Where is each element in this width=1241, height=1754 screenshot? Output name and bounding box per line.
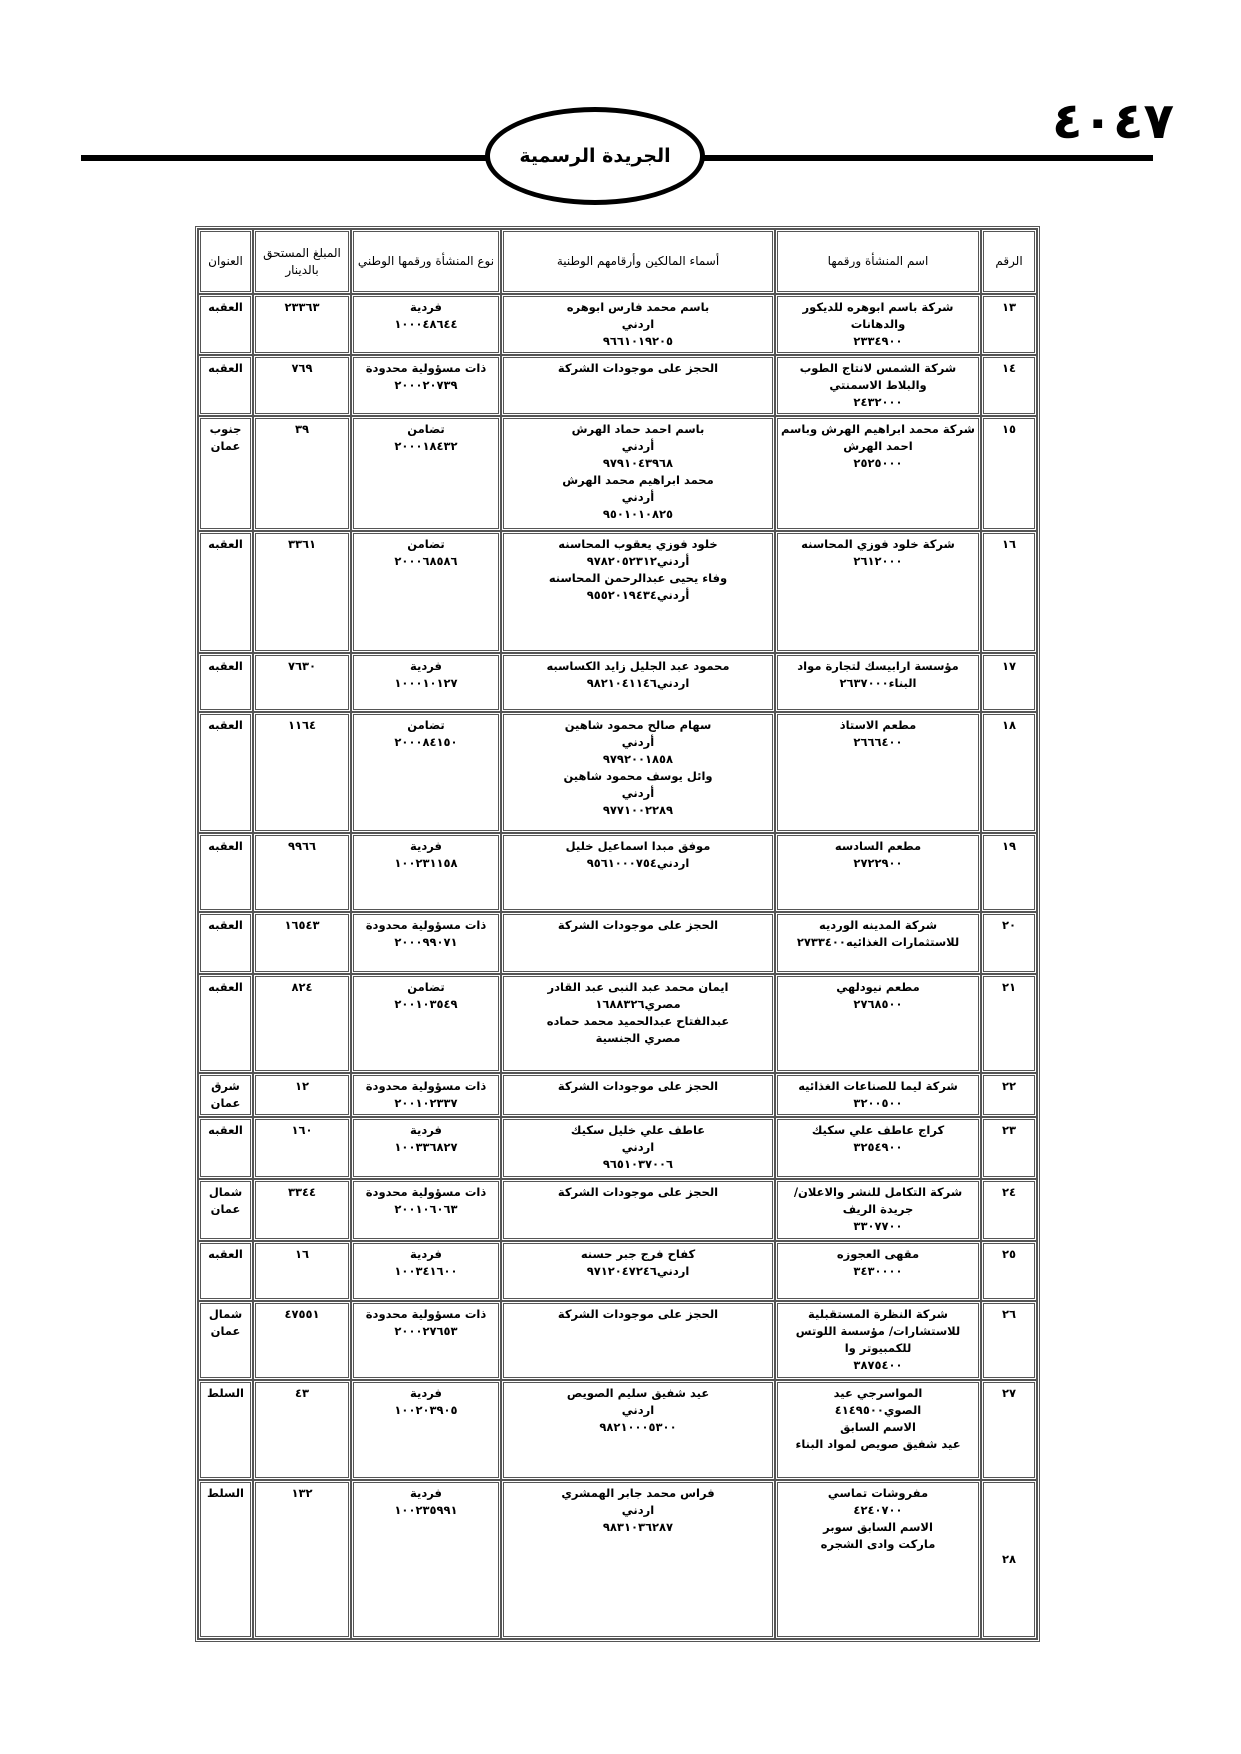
establishment-name-line: مطعم السادسه	[834, 839, 922, 853]
establishment-name-cell	[775, 1117, 981, 1179]
address-line: شمال عمان	[208, 1307, 243, 1338]
amount-due-cell	[253, 712, 351, 833]
owners-cell	[501, 912, 775, 974]
owners-line: مصري١٦٨٨٣٢٦	[595, 997, 681, 1011]
owners-line: ٩٦٥١٠٣٧٠٠٦	[602, 1157, 674, 1171]
owners-line: الحجز على موجودات الشركة	[557, 1307, 719, 1321]
owners-line: سهام صالح محمود شاهين	[564, 718, 712, 732]
row-number-cell	[981, 531, 1037, 653]
establishment-name-line: كراج عاطف علي سكيك	[811, 1123, 945, 1137]
owners-cell	[501, 712, 775, 833]
owners-line: اردني	[621, 1503, 655, 1517]
amount-due-cell	[253, 355, 351, 416]
establishment-type-line: ٢٠٠٠٢٧٦٥٣	[394, 1324, 458, 1338]
establishment-name-cell	[775, 531, 981, 653]
establishment-name-line: والدهانات	[850, 317, 906, 331]
owners-line: ٩٥٠١٠١٠٨٢٥	[602, 507, 674, 521]
row-number-cell	[981, 294, 1037, 355]
establishment-type-line: ذات مسؤولية محدودة	[365, 1307, 487, 1321]
col-number: الرقم	[981, 229, 1037, 294]
establishment-name-line: ٢٦٦٦٤٠٠	[853, 735, 903, 749]
establishment-type-line: فردية	[410, 1386, 442, 1400]
owners-cell	[501, 1179, 775, 1241]
amount-due: ٨٢٤	[291, 980, 313, 994]
establishment-name-cell	[775, 974, 981, 1073]
establishment-type-line: تضامن	[407, 718, 445, 732]
address-cell	[198, 1117, 253, 1179]
amount-due: ٣٣٦١	[287, 537, 317, 551]
owners-line: ٩٧٩٢٠٠١٨٥٨	[602, 752, 674, 766]
establishment-name-line: شركة باسم ابوهره للديكور	[802, 300, 954, 314]
row-number-cell	[981, 712, 1037, 833]
owners-line: اردني	[621, 317, 655, 331]
owners-line: باسم احمد حماد الهرش	[571, 422, 705, 436]
address-cell	[198, 833, 253, 912]
establishment-name-cell	[775, 1073, 981, 1117]
address-cell	[198, 355, 253, 416]
table-row	[198, 531, 1037, 653]
owners-line: ٩٨٣١٠٣٦٢٨٧	[602, 1520, 674, 1534]
owners-line: اردني٩٨٢١٠٤١١٤٦	[586, 676, 690, 690]
owners-cell	[501, 833, 775, 912]
col-type: نوع المنشأة ورقمها الوطني	[351, 229, 501, 294]
establishment-name-line: الاسم السابق سوبر	[823, 1520, 933, 1534]
establishment-name-line: ٣٢٥٤٩٠٠	[853, 1140, 903, 1154]
establishment-type-line: فردية	[410, 1247, 442, 1261]
establishment-name-line: ٢٤٣٢٠٠٠	[853, 395, 903, 409]
establishment-name-line: شركة ليما للصناعات الغذائيه	[798, 1079, 958, 1093]
establishment-name-line: والبلاط الاسمنتي	[829, 378, 927, 392]
establishment-type-line: ذات مسؤولية محدودة	[365, 361, 487, 375]
establishment-name-line: ٢٣٣٤٩٠٠	[853, 334, 903, 348]
row-number: ١٧	[1001, 659, 1017, 673]
establishment-type-cell	[351, 531, 501, 653]
establishment-type-line: ٢٠٠٠٦٨٥٨٦	[394, 554, 458, 568]
establishment-name-line: ٣٢٠٠٥٠٠	[853, 1096, 903, 1110]
owners-cell	[501, 531, 775, 653]
address-cell	[198, 1241, 253, 1301]
row-number: ١٩	[1001, 839, 1017, 853]
owners-line: ٩٧٧١٠٠٢٢٨٩	[602, 803, 674, 817]
establishment-type-cell	[351, 653, 501, 712]
table-row	[198, 1241, 1037, 1301]
establishment-type-line: فردية	[410, 659, 442, 673]
establishment-type-cell	[351, 1073, 501, 1117]
row-number: ٢٠	[1001, 918, 1017, 932]
owners-line: محمد ابراهيم محمد الهرش	[562, 473, 714, 487]
row-number-cell	[981, 653, 1037, 712]
row-number: ٢٦	[1001, 1307, 1017, 1321]
address-line: العقبه	[208, 718, 243, 732]
establishment-name-line: شركة الشمس لانتاج الطوب	[799, 361, 957, 375]
establishment-name-line: ٣٤٣٠٠٠٠	[853, 1264, 903, 1278]
table-row	[198, 294, 1037, 355]
establishment-name-line: ٣٣٠٧٧٠٠	[853, 1219, 903, 1233]
address-line: العقبه	[208, 1123, 243, 1137]
establishment-name-cell	[775, 294, 981, 355]
table-row	[198, 912, 1037, 974]
table-row	[198, 416, 1037, 531]
establishment-name-line: شركة النظرة المستقبلية	[808, 1307, 948, 1321]
owners-cell	[501, 974, 775, 1073]
establishment-type-cell	[351, 1480, 501, 1639]
address-line: السلط	[207, 1486, 244, 1500]
establishment-name-line: ماركت وادى الشجره	[820, 1537, 936, 1551]
table-row	[198, 653, 1037, 712]
address-line: عمان	[210, 439, 241, 453]
row-number-cell	[981, 974, 1037, 1073]
col-owners: أسماء المالكين وأرقامهم الوطنية	[501, 229, 775, 294]
owners-cell	[501, 1241, 775, 1301]
row-number-cell	[981, 416, 1037, 531]
establishment-name-line: ٢٧٦٨٥٠٠	[853, 997, 903, 1011]
establishment-type-cell	[351, 1301, 501, 1380]
amount-due-cell	[253, 833, 351, 912]
owners-line: ٩٨٢١٠٠٠٥٣٠٠	[599, 1420, 677, 1434]
establishment-type-line: فردية	[410, 839, 442, 853]
amount-due: ٢٣٣٦٣	[284, 300, 320, 314]
establishment-type-line: ٢٠٠٠٨٤١٥٠	[394, 735, 458, 749]
owners-line: اردني٩٥٦١٠٠٠٧٥٤	[586, 856, 690, 870]
establishment-type-line: ١٠٠٢٣٥٩٩١	[394, 1503, 458, 1517]
establishment-name-line: الاسم السابق	[840, 1420, 916, 1434]
owners-line: ايمان محمد عبد النبى عبد القادر	[547, 980, 729, 994]
address-line: شمال عمان	[208, 1185, 243, 1216]
owners-cell	[501, 1117, 775, 1179]
establishment-type-cell	[351, 912, 501, 974]
establishment-type-cell	[351, 294, 501, 355]
owners-line: فراس محمد جابر الهمشري	[561, 1486, 715, 1500]
owners-line: ٩٧٩١٠٤٣٩٦٨	[602, 456, 674, 470]
amount-due: ١٦	[294, 1247, 310, 1261]
amount-due-cell	[253, 1241, 351, 1301]
establishment-name-line: احمد الهرش	[843, 439, 913, 453]
owners-cell	[501, 653, 775, 712]
establishment-type-line: ٢٠٠١٠٦٠٦٣	[394, 1202, 458, 1216]
companies-table	[195, 226, 1040, 1642]
row-number: ١٥	[1001, 422, 1017, 436]
owners-line: عبدالفتاح عبدالحميد محمد حماده	[546, 1014, 730, 1028]
owners-cell	[501, 1480, 775, 1639]
address-line: شرق عمان	[210, 1079, 241, 1110]
address-cell	[198, 1480, 253, 1639]
row-number-cell	[981, 355, 1037, 416]
amount-due: ١٦٠	[291, 1123, 313, 1137]
amount-due: ١٦٥٤٣	[284, 918, 320, 932]
establishment-type-cell	[351, 1380, 501, 1480]
owners-cell	[501, 416, 775, 531]
address-line: جنوب	[209, 422, 242, 436]
establishment-name-line: ٢٧٢٢٩٠٠	[853, 856, 903, 870]
row-number: ١٨	[1001, 718, 1017, 732]
address-cell	[198, 1301, 253, 1380]
establishment-type-line: فردية	[410, 300, 442, 314]
amount-due-cell	[253, 294, 351, 355]
amount-due: ١١٦٤	[287, 718, 317, 732]
establishment-type-line: ذات مسؤولية محدودة	[365, 1185, 487, 1199]
row-number-cell	[981, 1179, 1037, 1241]
amount-due: ٣٩	[294, 422, 310, 436]
establishment-type-line: ١٠٠٠٤٨٦٤٤	[394, 317, 458, 331]
establishment-name-line: الصوي٤١٤٩٥٠٠	[834, 1403, 922, 1417]
address-line: العقبه	[208, 839, 243, 853]
row-number: ٢٢	[1001, 1079, 1017, 1093]
establishment-name-cell	[775, 1241, 981, 1301]
amount-due: ٩٩٦٦	[287, 839, 317, 853]
amount-due: ٤٣	[294, 1386, 310, 1400]
amount-due: ٧٦٣٠	[287, 659, 317, 673]
row-number-cell	[981, 1301, 1037, 1380]
owners-line: الحجز على موجودات الشركة	[557, 918, 719, 932]
establishment-type-line: ١٠٠٣٤١٦٠٠	[394, 1264, 458, 1278]
establishment-name-cell	[775, 416, 981, 531]
owners-line: أردني	[621, 439, 655, 453]
establishment-name-cell	[775, 355, 981, 416]
row-number: ٢٣	[1001, 1123, 1017, 1137]
row-number: ٢٧	[1001, 1386, 1017, 1400]
establishment-name-line: للكمبيوتر وا	[844, 1341, 912, 1355]
establishment-type-line: ذات مسؤولية محدودة	[365, 918, 487, 932]
row-number: ١٣	[1001, 300, 1017, 314]
establishment-name-line: مطعم نيودلهي	[836, 980, 920, 994]
row-number-cell	[981, 1117, 1037, 1179]
establishment-name-line: ٢٦١٢٠٠٠	[853, 554, 903, 568]
amount-due: ٣٣٤٤	[287, 1185, 317, 1199]
row-number-cell	[981, 1241, 1037, 1301]
row-number: ٢٤	[1001, 1185, 1017, 1199]
establishment-type-line: ٢٠٠١٠٣٥٤٩	[394, 997, 458, 1011]
establishment-name-line: للاستثمارات الغذائيه٢٧٣٣٤٠٠	[796, 935, 960, 949]
owners-line: أردني	[621, 786, 655, 800]
amount-due-cell	[253, 1480, 351, 1639]
address-line: العقبه	[208, 537, 243, 551]
table-row	[198, 1380, 1037, 1480]
owners-line: أردني	[621, 490, 655, 504]
amount-due-cell	[253, 531, 351, 653]
establishment-name-line: البناء٢٦٣٧٠٠٠	[839, 676, 917, 690]
owners-line: عاطف علي خليل سكيك	[570, 1123, 706, 1137]
address-line: العقبه	[208, 659, 243, 673]
establishment-name-line: مقهى العجوزه	[836, 1247, 920, 1261]
establishment-type-cell	[351, 974, 501, 1073]
row-number: ٢١	[1001, 980, 1017, 994]
establishment-name-line: شركة التكامل للنشر والاعلان/	[793, 1185, 963, 1199]
establishment-name-cell	[775, 833, 981, 912]
establishment-type-line: ٢٠٠٠٩٩٠٧١	[394, 935, 458, 949]
row-number: ٢٥	[1001, 1247, 1017, 1261]
owners-line: كفاح فرج جبر حسنه	[580, 1247, 696, 1261]
owners-cell	[501, 355, 775, 416]
establishment-name-line: مطعم الاستاذ	[839, 718, 917, 732]
owners-line: الحجز على موجودات الشركة	[557, 1185, 719, 1199]
row-number-cell	[981, 1480, 1037, 1639]
establishment-type-cell	[351, 1241, 501, 1301]
address-line: العقبه	[208, 980, 243, 994]
establishment-name-cell	[775, 1301, 981, 1380]
establishment-type-cell	[351, 355, 501, 416]
establishment-name-line: ٢٥٢٥٠٠٠	[853, 456, 903, 470]
col-establishment-name: اسم المنشأة ورقمها	[775, 229, 981, 294]
amount-due-cell	[253, 416, 351, 531]
table-row	[198, 355, 1037, 416]
owners-cell	[501, 294, 775, 355]
establishment-type-line: ذات مسؤولية محدودة	[365, 1079, 487, 1093]
address-line: العقبه	[208, 361, 243, 375]
owners-cell	[501, 1380, 775, 1480]
establishment-name-cell	[775, 712, 981, 833]
address-cell	[198, 974, 253, 1073]
address-cell	[198, 1179, 253, 1241]
owners-line: الحجز على موجودات الشركة	[557, 361, 719, 375]
establishment-name-line: مفروشات تماسي	[827, 1486, 929, 1500]
amount-due-cell	[253, 1380, 351, 1480]
owners-line: اردني	[621, 1140, 655, 1154]
amount-due-cell	[253, 1301, 351, 1380]
establishment-name-line: شركة المدينه الورديه	[818, 918, 937, 932]
owners-line: اردني	[621, 1403, 655, 1417]
establishment-name-line: ٤٢٤٠٧٠٠	[853, 1503, 903, 1517]
owners-line: وفاء يحيى عبدالرحمن المحاسنه	[548, 571, 728, 585]
establishment-type-line: ١٠٠٢٣١١٥٨	[394, 856, 458, 870]
owners-line: أردني٩٥٥٢٠١٩٤٣٤	[586, 588, 690, 602]
establishment-name-line: جريدة الريف	[842, 1202, 914, 1216]
establishment-name-cell	[775, 653, 981, 712]
establishment-name-cell	[775, 1179, 981, 1241]
owners-line: موفق مبدا اسماعيل خليل	[565, 839, 711, 853]
establishment-type-line: تضامن	[407, 980, 445, 994]
table-row	[198, 1301, 1037, 1380]
amount-due: ١٣٢	[291, 1486, 313, 1500]
establishment-type-line: ١٠٠٢٠٣٩٠٥	[394, 1403, 458, 1417]
table-row	[198, 1480, 1037, 1639]
owners-line: اردني٩٧١٢٠٤٧٢٤٦	[586, 1264, 690, 1278]
address-cell	[198, 712, 253, 833]
amount-due-cell	[253, 974, 351, 1073]
amount-due: ٤٧٥٥١	[284, 1307, 320, 1321]
establishment-type-line: ٢٠٠١٠٢٣٣٧	[394, 1096, 458, 1110]
owners-line: محمود عبد الجليل زايد الكساسبه	[546, 659, 730, 673]
gazette-title: الجريدة الرسمية	[485, 107, 705, 205]
amount-due: ٧٦٩	[291, 361, 313, 375]
establishment-type-line: فردية	[410, 1486, 442, 1500]
establishment-type-cell	[351, 1117, 501, 1179]
address-cell	[198, 531, 253, 653]
page-number: ٤٠٤٧	[1052, 92, 1175, 150]
owners-line: أردني	[621, 735, 655, 749]
address-line: العقبه	[208, 1247, 243, 1261]
establishment-name-line: مؤسسة ارابيسك لتجارة مواد	[797, 659, 959, 673]
establishment-type-cell	[351, 712, 501, 833]
row-number-cell	[981, 833, 1037, 912]
establishment-type-line: فردية	[410, 1123, 442, 1137]
owners-line: مصري الجنسية	[595, 1031, 681, 1045]
amount-due-cell	[253, 1179, 351, 1241]
owners-line: عيد شفيق سليم الصويص	[566, 1386, 710, 1400]
amount-due-cell	[253, 912, 351, 974]
establishment-name-cell	[775, 912, 981, 974]
establishment-type-line: تضامن	[407, 422, 445, 436]
amount-due-cell	[253, 1073, 351, 1117]
table-row	[198, 1073, 1037, 1117]
row-number-cell	[981, 912, 1037, 974]
establishment-name-line: عيد شفيق صويص لمواد البناء	[795, 1437, 961, 1451]
establishment-name-cell	[775, 1480, 981, 1639]
establishment-type-cell	[351, 833, 501, 912]
address-cell	[198, 416, 253, 531]
table-header-row	[198, 229, 1037, 294]
row-number-cell	[981, 1380, 1037, 1480]
address-line: العقبه	[208, 918, 243, 932]
address-line: العقبه	[208, 300, 243, 314]
address-cell	[198, 294, 253, 355]
owners-line: وائل يوسف محمود شاهين	[563, 769, 713, 783]
establishment-name-line: للاستشارات/ مؤسسة اللوتس	[795, 1324, 961, 1338]
address-cell	[198, 1073, 253, 1117]
table-row	[198, 833, 1037, 912]
establishment-type-line: ٢٠٠٠٢٠٧٣٩	[394, 378, 458, 392]
establishment-type-line: ١٠٠٣٣٦٨٢٧	[394, 1140, 458, 1154]
establishment-type-cell	[351, 416, 501, 531]
table-row	[198, 712, 1037, 833]
establishment-name-line: ٣٨٧٥٤٠٠	[853, 1358, 903, 1372]
establishment-type-line: ٢٠٠٠١٨٤٣٢	[394, 439, 458, 453]
address-cell	[198, 653, 253, 712]
establishment-name-cell	[775, 1380, 981, 1480]
establishment-type-line: ١٠٠٠١٠١٢٧	[394, 676, 458, 690]
owners-cell	[501, 1073, 775, 1117]
establishment-type-line: تضامن	[407, 537, 445, 551]
owners-line: باسم محمد فارس ابوهره	[566, 300, 710, 314]
establishment-name-line: المواسرجي عيد	[833, 1386, 923, 1400]
row-number: ١٦	[1001, 537, 1017, 551]
owners-line: أردني٩٧٨٢٠٥٢٣١٢	[586, 554, 690, 568]
table-row	[198, 1117, 1037, 1179]
owners-line: ٩٦٦١٠١٩٢٠٥	[602, 334, 674, 348]
establishment-type-cell	[351, 1179, 501, 1241]
owners-line: خلود فوزي يعقوب المحاسنه	[558, 537, 718, 551]
owners-cell	[501, 1301, 775, 1380]
address-cell	[198, 912, 253, 974]
row-number: ١٤	[1001, 361, 1017, 375]
table-row	[198, 974, 1037, 1073]
establishment-name-line: شركة خلود فوزي المحاسنه	[801, 537, 955, 551]
row-number: ٢٨	[1001, 1552, 1017, 1566]
amount-due-cell	[253, 1117, 351, 1179]
address-cell	[198, 1380, 253, 1480]
col-amount: المبلغ المستحق بالدينار	[253, 229, 351, 294]
owners-line: الحجز على موجودات الشركة	[557, 1079, 719, 1093]
table-row	[198, 1179, 1037, 1241]
row-number-cell	[981, 1073, 1037, 1117]
address-line: السلط	[207, 1386, 244, 1400]
col-address: العنوان	[198, 229, 253, 294]
amount-due-cell	[253, 653, 351, 712]
establishment-name-line: شركة محمد ابراهيم الهرش وباسم	[781, 422, 975, 436]
amount-due: ١٢	[294, 1079, 310, 1093]
